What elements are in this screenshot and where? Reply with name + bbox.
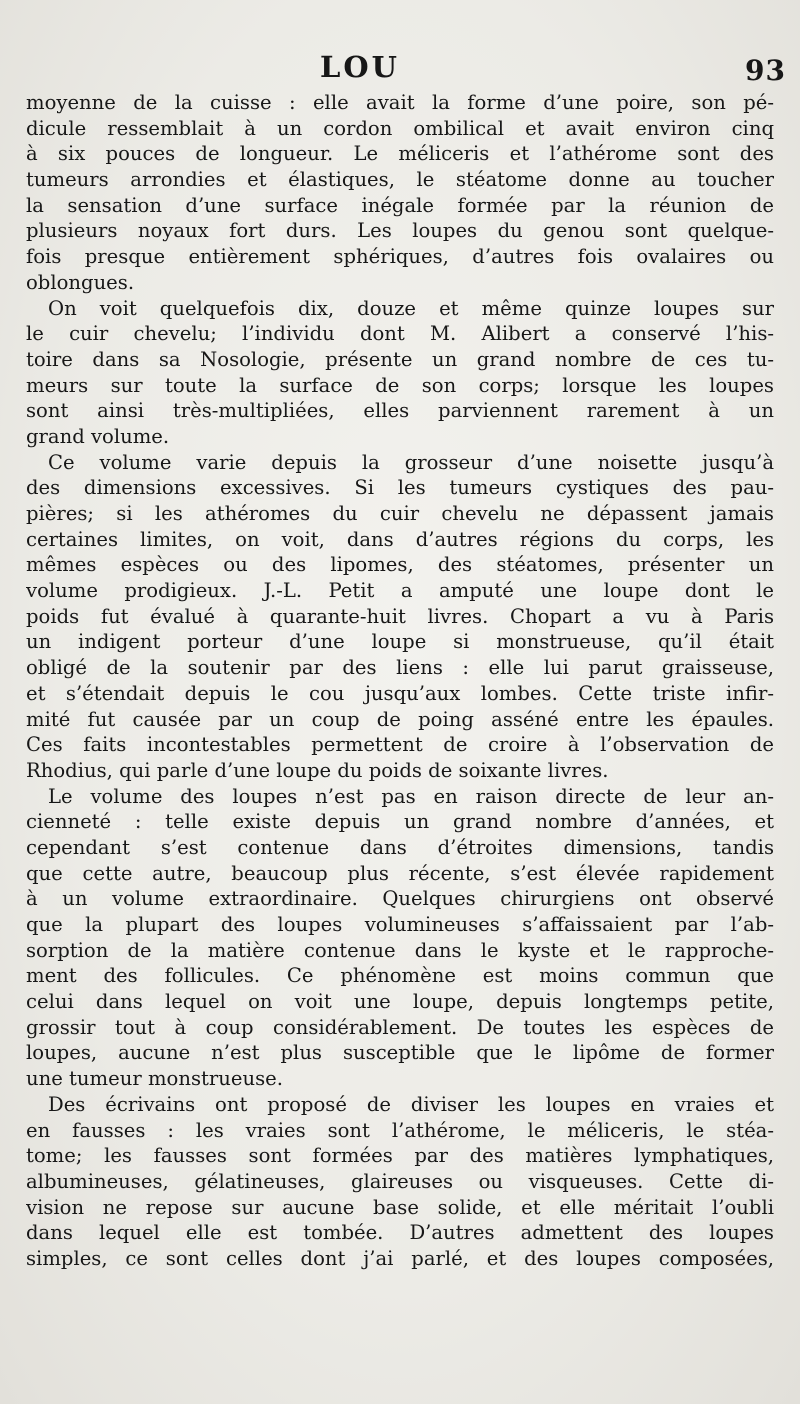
text-line: Le volume des loupes n’est pas en raison directe de leur an- [48, 784, 774, 808]
text-line: à six pouces de longueur. Le méliceris et l’athérome sont des [26, 142, 774, 166]
running-head [0, 50, 800, 90]
text-line: dans lequel elle est tombée. D’autres admettent des loupes [26, 1221, 774, 1245]
text-line: plusieurs noyaux fort durs. Les loupes du genou sont quelque- [26, 219, 774, 243]
text-line: albumineuses, gélatineuses, glaireuses ou visqueuses. Cette di- [26, 1169, 774, 1193]
page-number: 93 [745, 54, 786, 87]
text-line: à un volume extraordinaire. Quelques chirurgiens ont observé [26, 887, 774, 911]
text-line: cienneté : telle existe depuis un grand nombre d’années, et [26, 810, 774, 834]
text-line: simples, ce sont celles dont j’ai parlé, et des loupes composées, [26, 1246, 774, 1270]
text-line: que cette autre, beaucoup plus récente, s’est élevée rapidement [26, 861, 774, 885]
text-line: obligé de la soutenir par des liens : elle lui parut graisseuse, [26, 656, 774, 680]
text-line: oblongues. [26, 270, 135, 294]
text-line: Rhodius, qui parle d’une loupe du poids de soixante livres. [26, 758, 609, 782]
text-line: tumeurs arrondies et élastiques, le stéatome donne au toucher [26, 168, 774, 192]
text-line: ment des follicules. Ce phénomène est moins commun que [26, 964, 774, 988]
text-line: volume prodigieux. J.-L. Petit a amputé une loupe dont le [26, 579, 774, 603]
page-heading: LOU [320, 50, 400, 84]
body-text [26, 90, 774, 1272]
text-line: mité fut causée par un coup de poing asséné entre les épaules. [26, 707, 774, 731]
text-line: des dimensions excessives. Si les tumeurs cystiques des pau- [26, 476, 774, 500]
text-line: mêmes espèces ou des lipomes, des stéatomes, présenter un [26, 553, 774, 577]
text-line: vision ne repose sur aucune base solide, et elle méritait l’oubli [26, 1195, 774, 1219]
text-line: en fausses : les vraies sont l’athérome, le méliceris, le stéa- [26, 1118, 774, 1142]
text-line: pières; si les athéromes du cuir chevelu ne dépassent jamais [26, 502, 774, 525]
text-line: certaines limites, on voit, dans d’autres régions du corps, les [26, 527, 774, 551]
text-line: grossir tout à coup considérablement. De toutes les espèces de [26, 1015, 774, 1039]
text-line: On voit quelquefois dix, douze et même quinze loupes sur [48, 296, 774, 320]
text-line: celui dans lequel on voit une loupe, depuis longtemps petite, [26, 990, 774, 1014]
text-line: meurs sur toute la surface de son corps; lorsque les loupes [26, 373, 774, 397]
text-line: un indigent porteur d’une loupe si monstrueuse, qu’il était [26, 630, 774, 654]
text-line: sorption de la matière contenue dans le kyste et le rapproche- [26, 938, 774, 962]
text-line: et s’étendait depuis le cou jusqu’aux lombes. Cette triste infir- [26, 681, 774, 705]
text-line: que la plupart des loupes volumineuses s’affaissaient par l’ab- [26, 913, 774, 936]
text-line: sont ainsi très-multipliées, elles parviennent rarement à un [26, 399, 774, 423]
text-line: la sensation d’une surface inégale formée par la réunion de [26, 193, 774, 217]
text-line: dicule ressemblait à un cordon ombilical et avait environ cinq [26, 116, 774, 140]
text-line: cependant s’est contenue dans d’étroites dimensions, tandis [26, 835, 774, 859]
text-line: toire dans sa Nosologie, présente un grand nombre de ces tu- [26, 347, 774, 371]
text-line: une tumeur monstrueuse. [26, 1067, 283, 1091]
text-line: loupes, aucune n’est plus susceptible que le lipôme de former [26, 1041, 774, 1065]
text-line: grand volume. [26, 424, 170, 448]
text-line: tome; les fausses sont formées par des matières lymphatiques, [26, 1144, 774, 1168]
text-line: Des écrivains ont proposé de diviser les loupes en vraies et [48, 1092, 774, 1116]
text-line: poids fut évalué à quarante-huit livres. Chopart a vu à Paris [26, 604, 774, 628]
text-line: moyenne de la cuisse : elle avait la forme d’une poire, son pé- [26, 91, 774, 114]
text-line: Ce volume varie depuis la grosseur d’une noisette jusqu’à [48, 450, 774, 474]
text-line: fois presque entièrement sphériques, d’autres fois ovalaires ou [26, 245, 774, 269]
text-line: Ces faits incontestables permettent de croire à l’observation de [26, 733, 774, 757]
text-line: le cuir chevelu; l’individu dont M. Alibert a conservé l’his- [26, 322, 774, 346]
